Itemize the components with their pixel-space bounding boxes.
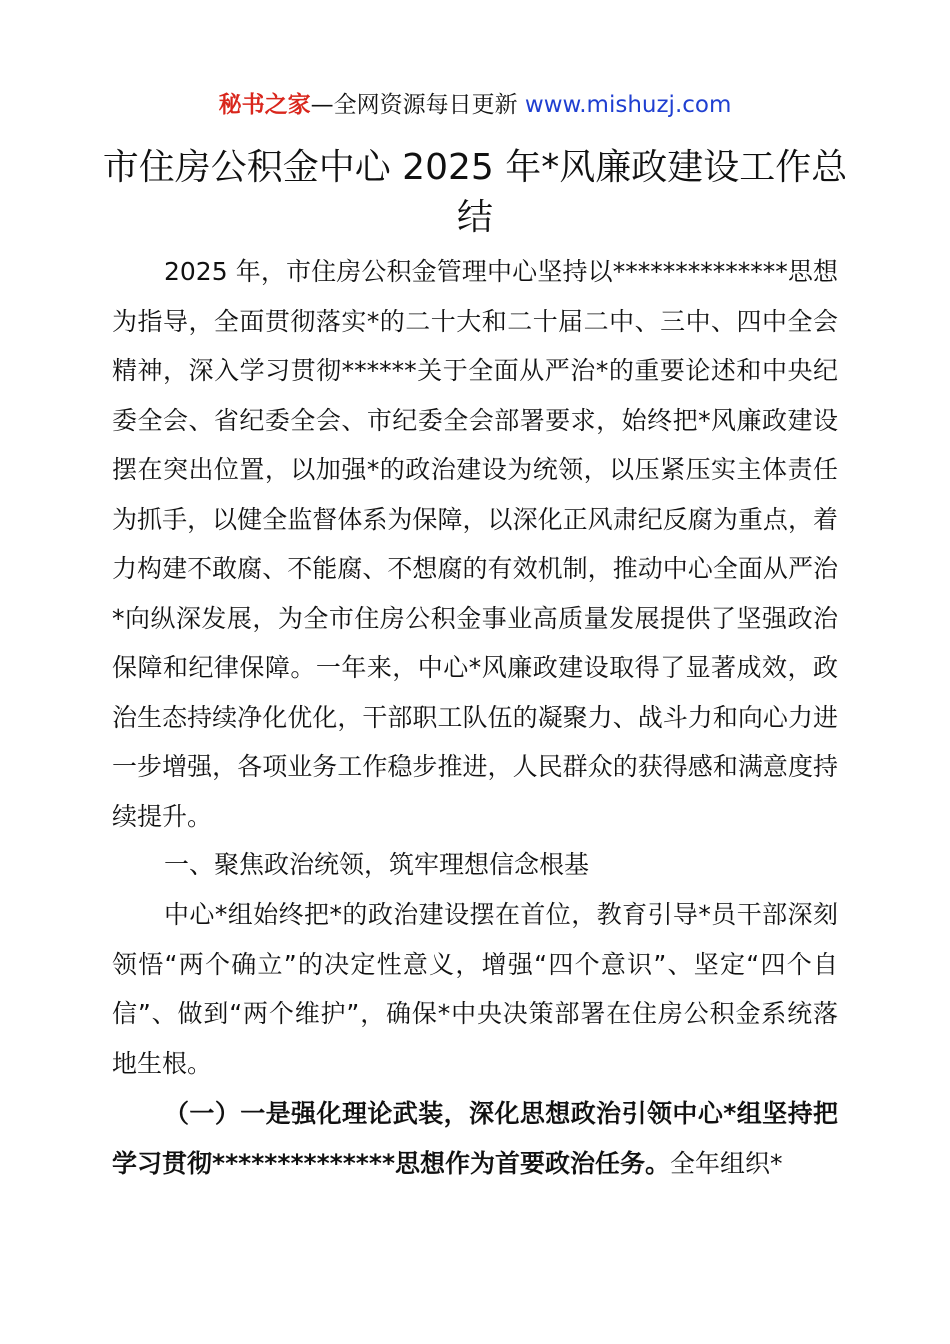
section-heading: 一、聚焦政治统领，筑牢理想信念根基 [164,850,590,879]
intro-section [112,247,838,841]
intro-paragraph: 2025 年，市住房公积金管理中心坚持以**************思想为指导，全面贯彻落实*的二十大和二十届二中、三中、四中全会精神，深入学习贯彻******关于全面从严治*的重要论述和中央纪委全会、省纪委全会、市纪委全会部署要求，始终把*风廉政建设摆在突出位置，以加强*的政治建设为统领，以压紧压实主体责任为抓手，以健全监督体系为保障，以深化正风肃纪反腐为重点，着力构建不敢腐、不能腐、不想腐的有效机制，推动中心全面从严治*向纵深发展，为全市住房公积金事业高质量发展提供了坚强政治保障和纪律保障。一年来，中心*风廉政建设取得了显著成效，政治生态持续净化优化，干部职工队伍的凝聚力、战斗力和向心力进一步增强，各项业务工作稳步推进，人民群众的获得感和满意度持续提升。 [112,257,838,831]
section-one-body [112,890,838,1088]
subsection-paragraph [112,1089,838,1188]
document-title: 市住房公积金中心 2025 年*风廉政建设工作总结 [102,147,848,238]
section-one-heading-block [112,840,838,890]
site-link[interactable]: www.mishuzj.com [524,92,732,118]
subsection-block [112,1089,838,1188]
brand-name: 秘书之家 [218,92,311,118]
section-paragraph: 中心*组始终把*的政治建设摆在首位，教育引导*员干部深刻领悟“两个确立”的决定性意义，增强“四个意识”、坚定“四个自信”、做到“两个维护”，确保*中央决策部署在住房公积金系统落地生根。 [112,900,838,1078]
subsection-heading: （一）一是强化理论武装，深化思想政治引领中心*组坚持把学习贯彻**************思想作为首要政治任务。 [112,1099,838,1178]
site-header [0,88,950,122]
header-tagline: —全网资源每日更新 [310,92,525,118]
subsection-text: 全年组织* [670,1148,783,1178]
